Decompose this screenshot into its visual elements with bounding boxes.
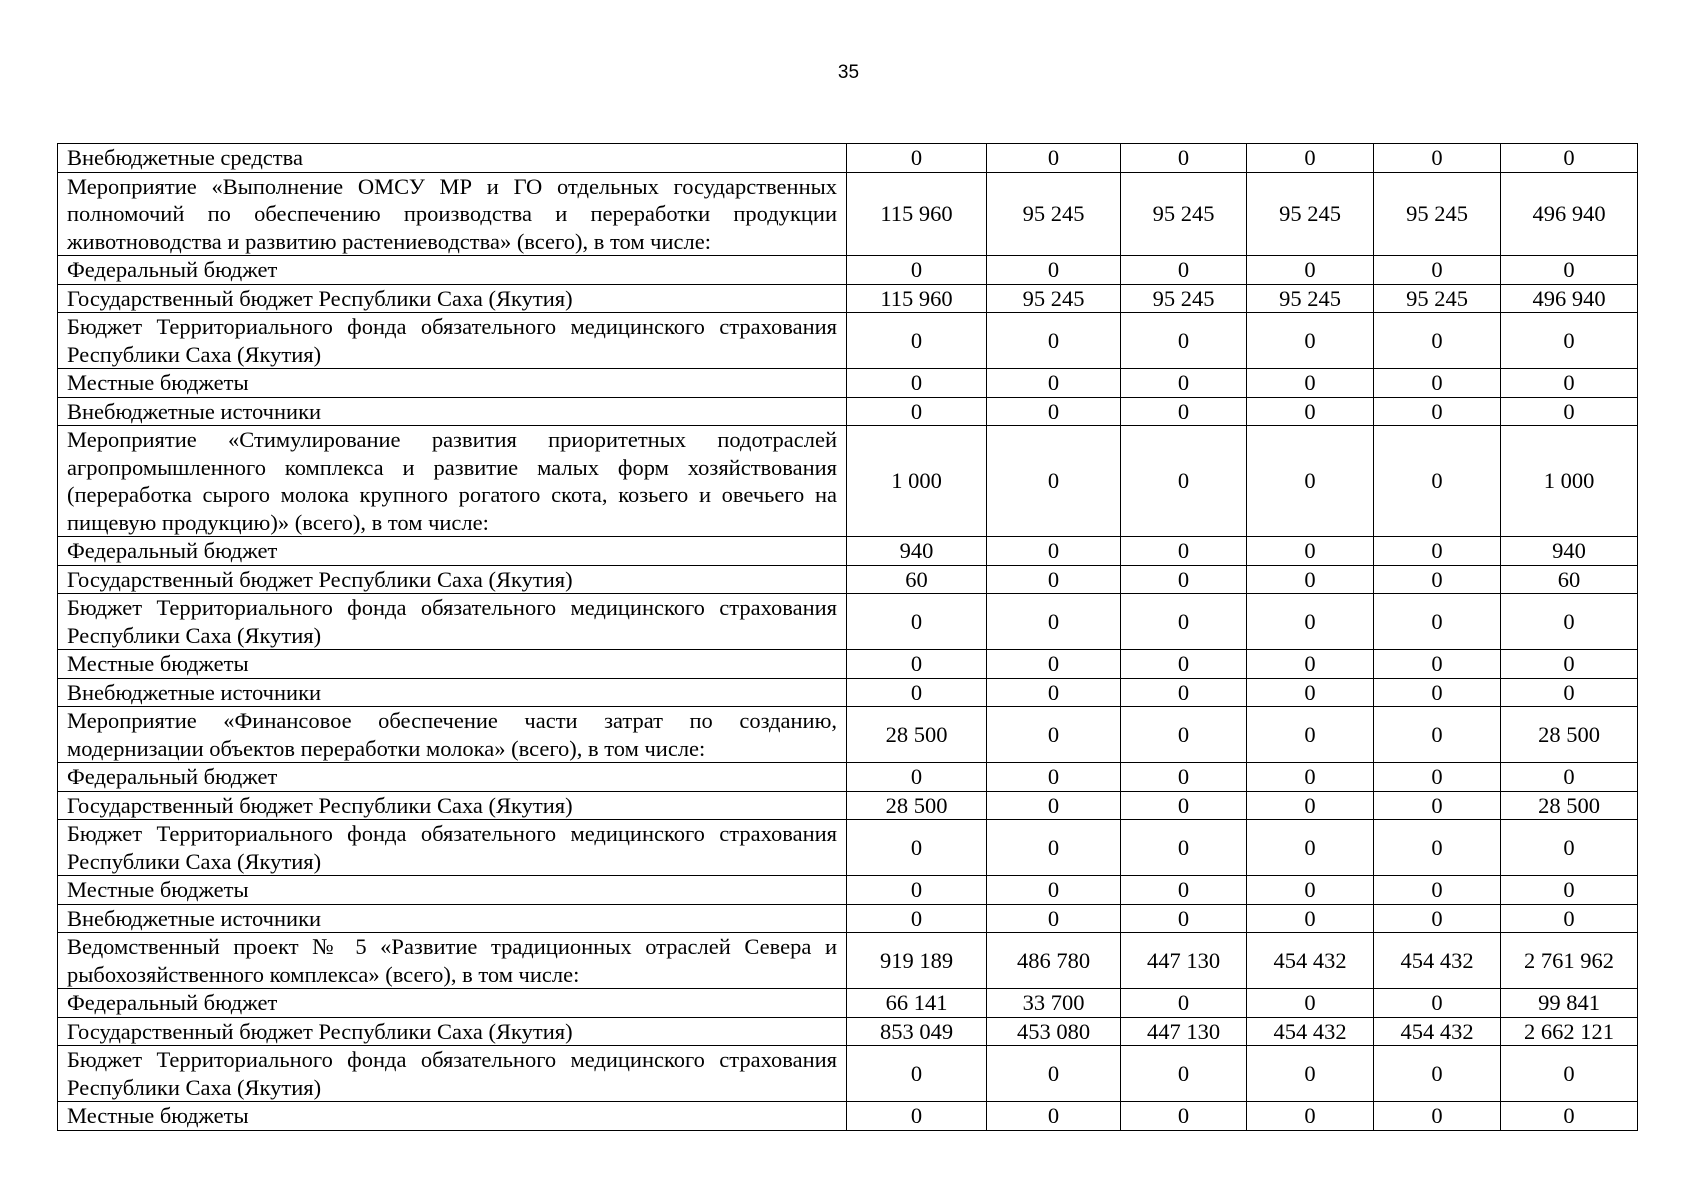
row-value: 33 700 bbox=[987, 989, 1121, 1018]
row-value: 940 bbox=[847, 537, 987, 566]
row-value: 0 bbox=[1247, 565, 1374, 594]
row-value: 0 bbox=[1374, 707, 1501, 763]
row-value: 0 bbox=[987, 369, 1121, 398]
row-value: 28 500 bbox=[1501, 791, 1638, 820]
row-value: 919 189 bbox=[847, 933, 987, 989]
row-value: 447 130 bbox=[1121, 1017, 1247, 1046]
row-value: 0 bbox=[847, 650, 987, 679]
row-value: 0 bbox=[1247, 650, 1374, 679]
row-label: Внебюджетные источники bbox=[58, 904, 847, 933]
row-value: 447 130 bbox=[1121, 933, 1247, 989]
row-value: 0 bbox=[1501, 678, 1638, 707]
row-label: Федеральный бюджет bbox=[58, 989, 847, 1018]
row-value: 0 bbox=[1374, 763, 1501, 792]
table-row bbox=[58, 820, 1638, 876]
row-value: 0 bbox=[1247, 791, 1374, 820]
row-label: Внебюджетные средства bbox=[58, 144, 847, 173]
table-row bbox=[58, 397, 1638, 426]
row-value: 0 bbox=[1501, 256, 1638, 285]
row-value: 0 bbox=[1247, 397, 1374, 426]
row-value: 99 841 bbox=[1501, 989, 1638, 1018]
row-value: 0 bbox=[987, 426, 1121, 537]
row-value: 0 bbox=[1121, 369, 1247, 398]
row-value: 0 bbox=[1121, 144, 1247, 173]
row-label: Государственный бюджет Республики Саха (Якутия) bbox=[58, 565, 847, 594]
row-value: 0 bbox=[1121, 565, 1247, 594]
row-label: Государственный бюджет Республики Саха (Якутия) bbox=[58, 791, 847, 820]
row-value: 454 432 bbox=[1247, 1017, 1374, 1046]
row-label: Государственный бюджет Республики Саха (Якутия) bbox=[58, 1017, 847, 1046]
table-row bbox=[58, 933, 1638, 989]
table-row bbox=[58, 1017, 1638, 1046]
row-value: 0 bbox=[1374, 1046, 1501, 1102]
row-value: 0 bbox=[1374, 1102, 1501, 1131]
table-row bbox=[58, 876, 1638, 905]
row-value: 0 bbox=[1121, 791, 1247, 820]
row-value: 0 bbox=[847, 594, 987, 650]
row-value: 0 bbox=[987, 678, 1121, 707]
table-row bbox=[58, 369, 1638, 398]
row-value: 0 bbox=[1121, 256, 1247, 285]
row-value: 0 bbox=[1121, 707, 1247, 763]
row-value: 0 bbox=[1374, 650, 1501, 679]
row-value: 496 940 bbox=[1501, 172, 1638, 256]
row-value: 0 bbox=[1374, 820, 1501, 876]
row-value: 95 245 bbox=[1121, 284, 1247, 313]
row-value: 0 bbox=[847, 763, 987, 792]
row-value: 95 245 bbox=[1247, 284, 1374, 313]
row-value: 0 bbox=[1374, 256, 1501, 285]
table-row bbox=[58, 904, 1638, 933]
row-label: Местные бюджеты bbox=[58, 369, 847, 398]
row-label: Бюджет Территориального фонда обязательного медицинского страхования Республики Саха (Якутия) bbox=[58, 820, 847, 876]
row-value: 0 bbox=[847, 876, 987, 905]
row-value: 0 bbox=[1247, 369, 1374, 398]
table-row bbox=[58, 565, 1638, 594]
row-value: 0 bbox=[987, 313, 1121, 369]
row-label: Ведомственный проект № 5 «Развитие традиционных отраслей Севера и рыбохозяйственного комплекса» (всего), в том числе: bbox=[58, 933, 847, 989]
row-value: 0 bbox=[847, 904, 987, 933]
row-label: Бюджет Территориального фонда обязательного медицинского страхования Республики Саха (Якутия) bbox=[58, 313, 847, 369]
row-value: 0 bbox=[1121, 763, 1247, 792]
row-value: 0 bbox=[1374, 426, 1501, 537]
row-value: 0 bbox=[1247, 989, 1374, 1018]
row-label: Местные бюджеты bbox=[58, 650, 847, 679]
row-value: 0 bbox=[1121, 989, 1247, 1018]
row-value: 0 bbox=[987, 565, 1121, 594]
row-value: 0 bbox=[987, 650, 1121, 679]
row-value: 0 bbox=[1247, 256, 1374, 285]
row-value: 0 bbox=[1247, 537, 1374, 566]
table-row bbox=[58, 426, 1638, 537]
table-row bbox=[58, 313, 1638, 369]
table-row bbox=[58, 1102, 1638, 1131]
row-label: Мероприятие «Финансовое обеспечение части затрат по созданию, модернизации объектов переработки молока» (всего), в том числе: bbox=[58, 707, 847, 763]
row-value: 0 bbox=[1247, 876, 1374, 905]
row-value: 454 432 bbox=[1374, 1017, 1501, 1046]
row-value: 0 bbox=[1501, 820, 1638, 876]
row-value: 853 049 bbox=[847, 1017, 987, 1046]
row-value: 0 bbox=[1121, 650, 1247, 679]
table-row bbox=[58, 791, 1638, 820]
row-value: 0 bbox=[987, 791, 1121, 820]
row-value: 0 bbox=[1247, 1046, 1374, 1102]
row-value: 2 761 962 bbox=[1501, 933, 1638, 989]
row-value: 453 080 bbox=[987, 1017, 1121, 1046]
row-value: 0 bbox=[1121, 397, 1247, 426]
row-label: Государственный бюджет Республики Саха (Якутия) bbox=[58, 284, 847, 313]
row-value: 0 bbox=[987, 144, 1121, 173]
budget-table bbox=[57, 143, 1638, 1131]
row-value: 0 bbox=[1121, 678, 1247, 707]
table-row bbox=[58, 594, 1638, 650]
row-value: 0 bbox=[987, 537, 1121, 566]
row-value: 0 bbox=[1121, 313, 1247, 369]
row-value: 0 bbox=[1121, 1046, 1247, 1102]
row-value: 95 245 bbox=[987, 172, 1121, 256]
row-value: 0 bbox=[1501, 1046, 1638, 1102]
row-value: 0 bbox=[1374, 369, 1501, 398]
row-value: 0 bbox=[1247, 820, 1374, 876]
table-row bbox=[58, 172, 1638, 256]
row-value: 0 bbox=[1121, 537, 1247, 566]
row-value: 0 bbox=[1247, 904, 1374, 933]
row-value: 454 432 bbox=[1374, 933, 1501, 989]
row-value: 0 bbox=[1121, 904, 1247, 933]
row-value: 28 500 bbox=[1501, 707, 1638, 763]
row-value: 0 bbox=[847, 678, 987, 707]
row-value: 95 245 bbox=[1374, 172, 1501, 256]
row-value: 0 bbox=[1374, 876, 1501, 905]
row-value: 0 bbox=[1374, 565, 1501, 594]
row-value: 0 bbox=[1374, 904, 1501, 933]
table-row bbox=[58, 678, 1638, 707]
row-label: Местные бюджеты bbox=[58, 1102, 847, 1131]
row-value: 95 245 bbox=[1374, 284, 1501, 313]
page-number: 35 bbox=[837, 62, 860, 83]
row-value: 0 bbox=[1121, 1102, 1247, 1131]
row-value: 454 432 bbox=[1247, 933, 1374, 989]
row-value: 95 245 bbox=[1121, 172, 1247, 256]
row-value: 0 bbox=[987, 397, 1121, 426]
row-label: Федеральный бюджет bbox=[58, 256, 847, 285]
row-value: 0 bbox=[1247, 763, 1374, 792]
row-value: 0 bbox=[987, 1102, 1121, 1131]
row-value: 0 bbox=[1374, 313, 1501, 369]
table-row bbox=[58, 537, 1638, 566]
row-value: 0 bbox=[847, 1102, 987, 1131]
row-value: 0 bbox=[1501, 313, 1638, 369]
row-label: Местные бюджеты bbox=[58, 876, 847, 905]
row-value: 0 bbox=[987, 876, 1121, 905]
row-value: 0 bbox=[1121, 426, 1247, 537]
row-label: Бюджет Территориального фонда обязательного медицинского страхования Республики Саха (Якутия) bbox=[58, 594, 847, 650]
row-value: 0 bbox=[1501, 763, 1638, 792]
row-value: 0 bbox=[847, 369, 987, 398]
row-value: 115 960 bbox=[847, 172, 987, 256]
row-label: Бюджет Территориального фонда обязательного медицинского страхования Республики Саха (Якутия) bbox=[58, 1046, 847, 1102]
row-value: 0 bbox=[847, 144, 987, 173]
row-value: 0 bbox=[1121, 820, 1247, 876]
row-value: 0 bbox=[1501, 144, 1638, 173]
row-value: 115 960 bbox=[847, 284, 987, 313]
table-row bbox=[58, 256, 1638, 285]
row-value: 0 bbox=[1374, 144, 1501, 173]
row-value: 0 bbox=[987, 1046, 1121, 1102]
row-value: 0 bbox=[847, 313, 987, 369]
row-value: 0 bbox=[987, 707, 1121, 763]
row-value: 940 bbox=[1501, 537, 1638, 566]
row-value: 28 500 bbox=[847, 791, 987, 820]
row-label: Внебюджетные источники bbox=[58, 397, 847, 426]
table-row bbox=[58, 650, 1638, 679]
row-label: Внебюджетные источники bbox=[58, 678, 847, 707]
row-value: 0 bbox=[1121, 876, 1247, 905]
row-value: 0 bbox=[1501, 594, 1638, 650]
row-value: 0 bbox=[847, 1046, 987, 1102]
row-value: 0 bbox=[1247, 594, 1374, 650]
table-row bbox=[58, 284, 1638, 313]
table-row bbox=[58, 989, 1638, 1018]
table-body bbox=[58, 144, 1638, 1131]
row-value: 0 bbox=[847, 820, 987, 876]
row-label: Мероприятие «Стимулирование развития приоритетных подотраслей агропромышленного комплекса и развитие малых форм хозяйствования (переработка сырого молока крупного рогатого скота, козьего и овечьего на пищевую продукцию)» (всего), в том числе: bbox=[58, 426, 847, 537]
table-row bbox=[58, 707, 1638, 763]
table-row bbox=[58, 144, 1638, 173]
row-label: Федеральный бюджет bbox=[58, 763, 847, 792]
row-value: 2 662 121 bbox=[1501, 1017, 1638, 1046]
row-value: 95 245 bbox=[1247, 172, 1374, 256]
row-value: 0 bbox=[1374, 678, 1501, 707]
row-value: 0 bbox=[1374, 537, 1501, 566]
row-value: 0 bbox=[1374, 594, 1501, 650]
row-value: 0 bbox=[1501, 369, 1638, 398]
row-value: 0 bbox=[987, 763, 1121, 792]
row-value: 0 bbox=[1247, 1102, 1374, 1131]
row-value: 95 245 bbox=[987, 284, 1121, 313]
row-value: 66 141 bbox=[847, 989, 987, 1018]
row-value: 0 bbox=[987, 904, 1121, 933]
row-value: 0 bbox=[847, 256, 987, 285]
table-row bbox=[58, 1046, 1638, 1102]
row-value: 28 500 bbox=[847, 707, 987, 763]
row-value: 0 bbox=[987, 820, 1121, 876]
row-value: 0 bbox=[1501, 397, 1638, 426]
row-value: 0 bbox=[987, 256, 1121, 285]
row-value: 0 bbox=[1501, 650, 1638, 679]
row-value: 0 bbox=[1501, 876, 1638, 905]
row-value: 0 bbox=[1247, 426, 1374, 537]
row-value: 0 bbox=[1247, 707, 1374, 763]
row-value: 0 bbox=[1501, 904, 1638, 933]
row-value: 0 bbox=[1247, 144, 1374, 173]
row-label: Федеральный бюджет bbox=[58, 537, 847, 566]
table-row bbox=[58, 763, 1638, 792]
row-value: 0 bbox=[1374, 791, 1501, 820]
row-value: 0 bbox=[1247, 313, 1374, 369]
row-value: 0 bbox=[1501, 1102, 1638, 1131]
row-value: 1 000 bbox=[1501, 426, 1638, 537]
row-value: 496 940 bbox=[1501, 284, 1638, 313]
row-value: 60 bbox=[1501, 565, 1638, 594]
row-value: 0 bbox=[847, 397, 987, 426]
row-value: 60 bbox=[847, 565, 987, 594]
row-value: 486 780 bbox=[987, 933, 1121, 989]
row-value: 1 000 bbox=[847, 426, 987, 537]
row-value: 0 bbox=[1247, 678, 1374, 707]
row-value: 0 bbox=[1374, 989, 1501, 1018]
row-value: 0 bbox=[1374, 397, 1501, 426]
row-label: Мероприятие «Выполнение ОМСУ МР и ГО отдельных государственных полномочий по обеспечению производства и переработки продукции животноводства и развитию растениеводства» (всего), в том числе: bbox=[58, 172, 847, 256]
row-value: 0 bbox=[1121, 594, 1247, 650]
row-value: 0 bbox=[987, 594, 1121, 650]
